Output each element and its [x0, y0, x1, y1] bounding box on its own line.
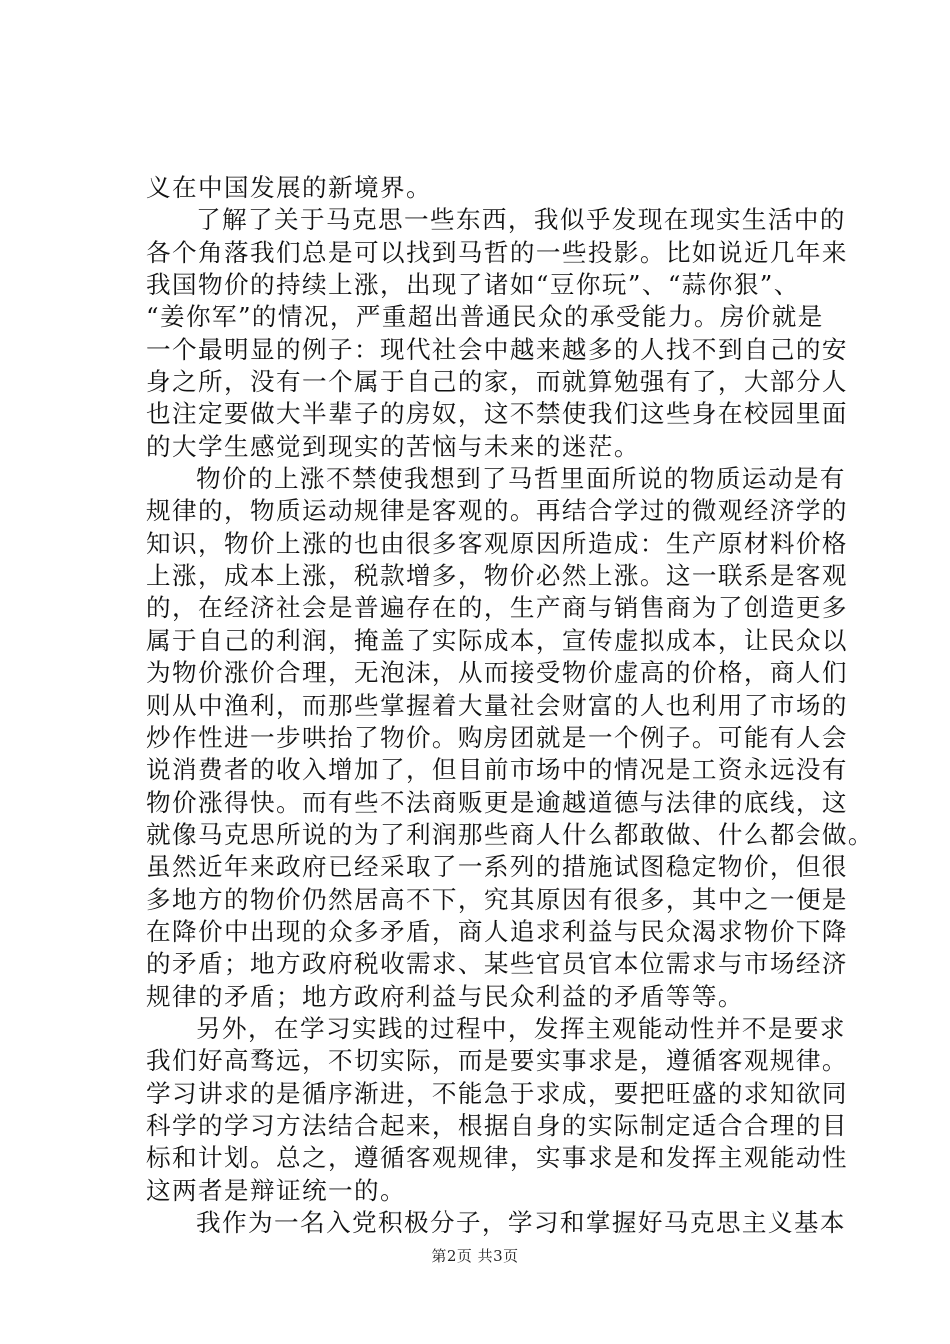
text-line: 就像马克思所说的为了利润那些商人什么都敢做、什么都会做。 — [146, 819, 874, 849]
text-line: 则从中渔利，而那些掌握着大量社会财富的人也利用了市场的 — [146, 690, 848, 720]
text-line: 物价涨得快。而有些不法商贩更是逾越道德与法律的底线，这 — [146, 787, 848, 817]
text-line: 也注定要做大半辈子的房奴，这不禁使我们这些身在校园里面 — [146, 399, 848, 429]
text-line: 为物价涨价合理，无泡沫，从而接受物价虚高的价格，商人们 — [146, 658, 848, 688]
text-line: 标和计划。总之，遵循客观规律，实事求是和发挥主观能动性 — [146, 1143, 848, 1173]
text-line: 各个角落我们总是可以找到马哲的一些投影。比如说近几年来 — [146, 237, 848, 267]
document-body — [146, 172, 874, 1239]
text-line: 在降价中出现的众多矛盾，商人追求利益与民众渴求物价下降 — [146, 916, 848, 946]
text-line: 的，在经济社会是普遍存在的，生产商与销售商为了创造更多 — [146, 593, 848, 623]
text-line: 这两者是辩证统一的。 — [146, 1175, 406, 1205]
text-line: 上涨，成本上涨，税款增多，物价必然上涨。这一联系是客观 — [146, 561, 848, 591]
paragraph-start-line: 物价的上涨不禁使我想到了马哲里面所说的物质运动是有 — [196, 464, 846, 494]
text-line: 炒作性进一步哄抬了物价。购房团就是一个例子。可能有人会 — [146, 722, 848, 752]
paragraph-start-line: 了解了关于马克思一些东西，我似乎发现在现实生活中的 — [196, 205, 846, 235]
text-line: 规律的，物质运动规律是客观的。再结合学过的微观经济学的 — [146, 496, 848, 526]
text-line: 义在中国发展的新境界。 — [146, 173, 432, 202]
text-line: 我国物价的持续上涨，出现了诸如“豆你玩”、“蒜你狠”、 — [146, 270, 800, 300]
text-line: “姜你军”的情况，严重超出普通民众的承受能力。房价就是 — [146, 302, 824, 332]
text-line: 的大学生感觉到现实的苦恼与未来的迷茫。 — [146, 431, 640, 461]
paragraph-start-line: 我作为一名入党积极分子，学习和掌握好马克思主义基本 — [196, 1208, 846, 1237]
text-line: 多地方的物价仍然居高不下，究其原因有很多，其中之一便是 — [146, 884, 848, 914]
text-line: 说消费者的收入增加了，但目前市场中的情况是工资永远没有 — [146, 755, 848, 785]
text-line: 规律的矛盾；地方政府利益与民众利益的矛盾等等。 — [146, 981, 744, 1011]
text-line: 虽然近年来政府已经采取了一系列的措施试图稳定物价，但很 — [146, 852, 848, 882]
text-line: 一个最明显的例子：现代社会中越来越多的人找不到自己的安 — [146, 334, 848, 364]
text-line: 知识，物价上涨的也由很多客观原因所造成：生产原材料价格 — [146, 528, 848, 558]
text-line: 属于自己的利润，掩盖了实际成本，宣传虚拟成本，让民众以 — [146, 625, 848, 655]
paragraph-start-line: 另外，在学习实践的过程中，发挥主观能动性并不是要求 — [196, 1013, 846, 1043]
text-line: 身之所，没有一个属于自己的家，而就算勉强有了，大部分人 — [146, 367, 848, 397]
text-line: 的矛盾；地方政府税收需求、某些官员官本位需求与市场经济 — [146, 949, 848, 979]
text-line: 学习讲求的是循序渐进，不能急于求成，要把旺盛的求知欲同 — [146, 1078, 848, 1108]
text-line: 科学的学习方法结合起来，根据自身的实际制定适合合理的目 — [146, 1110, 848, 1140]
page-footer — [0, 1245, 950, 1266]
text-line: 我们好高骛远，不切实际，而是要实事求是，遵循客观规律。 — [146, 1046, 848, 1076]
page-number: 第2页 共3页 — [431, 1247, 519, 1265]
